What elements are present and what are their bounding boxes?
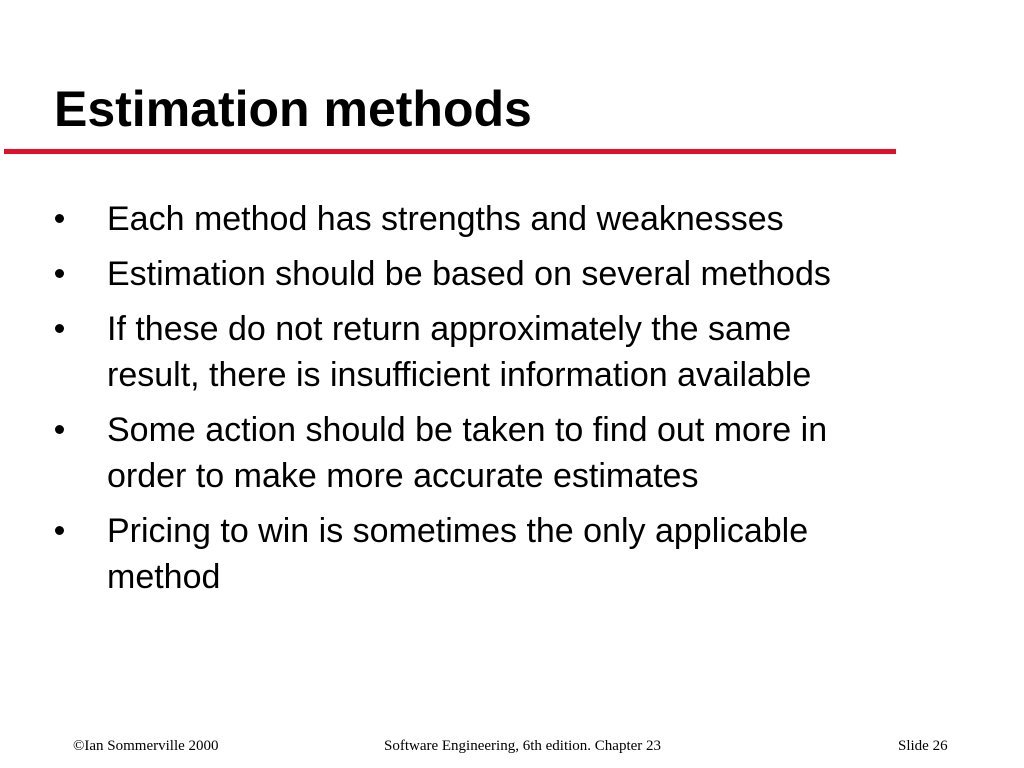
bullet-item	[54, 306, 974, 398]
bullet-text: Estimation should be based on several methods	[107, 255, 831, 293]
bullet-list	[54, 196, 974, 609]
bullet-dot-icon	[55, 526, 64, 535]
bullet-dot-icon	[55, 269, 64, 278]
title-underline	[4, 149, 896, 154]
bullet-dot-icon	[55, 324, 64, 333]
bullet-dot-icon	[55, 214, 64, 223]
bullet-item	[54, 508, 974, 600]
footer-book-title: Software Engineering, 6th edition. Chapter 23	[384, 738, 662, 754]
bullet-text: Pricing to win is sometimes the only applicable method	[107, 512, 809, 596]
footer-copyright: ©Ian Sommerville 2000	[73, 738, 219, 754]
slide-title: Estimation methods	[54, 81, 532, 137]
bullet-text: If these do not return approximately the same result, there is insufficient information available	[107, 310, 812, 394]
bullet-item	[54, 196, 974, 242]
bullet-text: Some action should be taken to find out more in order to make more accurate estimates	[107, 411, 828, 495]
bullet-item	[54, 251, 974, 297]
footer-slide-number: Slide 26	[898, 738, 948, 754]
bullet-text: Each method has strengths and weaknesses	[107, 200, 784, 238]
bullet-item	[54, 407, 974, 499]
bullet-dot-icon	[55, 425, 64, 434]
